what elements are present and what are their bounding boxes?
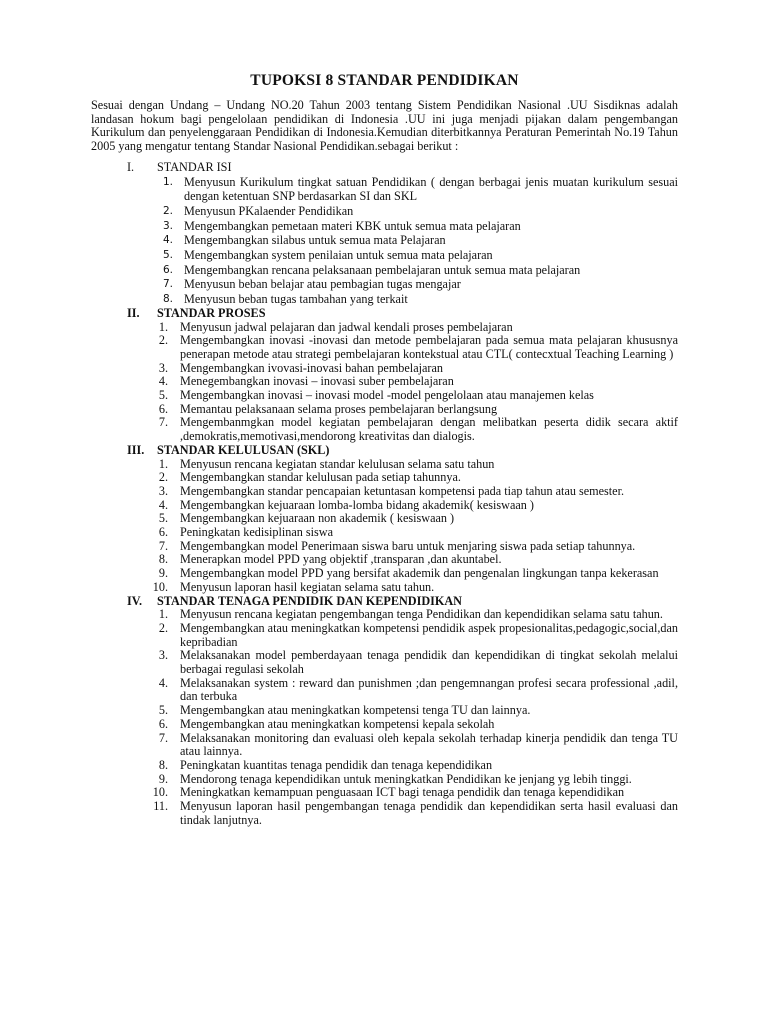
list-item-text: Menyusun rencana kegiatan pengembangan tenga Pendidikan dan kependidikan selama satu tahun. [180, 607, 663, 622]
list-item [91, 233, 678, 248]
list-item-text: Mengembangkan rencana pelaksanaan pembelajaran untuk semua mata pelajaran [184, 262, 581, 277]
list-item [91, 540, 678, 554]
document-title: TUPOKSI 8 STANDAR PENDIDIKAN [250, 72, 519, 89]
intro-paragraph: Sesuai dengan Undang – Undang NO.20 Tahun 2003 tentang Sistem Pendidikan Nasional .UU Sisdiknas adalah landasan hokum bagi pengelolaan pendidikan di Indonesia .UU ini juga menjadi pijakan dalam pengembangan Kurikulum dan penyelenggaraan Pendidikan di Indonesia.Kemudian diterbitkannya Peraturan Pemerintah No.19 Tahun 2005 yang mengatur tentang Standar Nasional Pendidikan.sebagai berikut : [91, 98, 678, 154]
list-item-number: 8. [158, 757, 168, 772]
section-1 [91, 161, 678, 307]
list-item-text: Melaksanakan system : reward dan punishmen ;dan pengemnangan profesi secara professional ,adil, dan terbuka [180, 675, 678, 704]
list-item [91, 277, 678, 292]
list-item-text: Mengembangkan kejuaraan lomba-lomba bidang akademik( kesiswaan ) [180, 497, 534, 512]
list-item-number: 3. [158, 648, 168, 663]
list-item-text: Mengembangkan standar pencapaian ketuntasan kompetensi pada tiap tahun atau semester. [180, 483, 625, 498]
list-item-number: 2. [158, 620, 168, 635]
list-item-number: 5. [158, 703, 168, 718]
list-item [91, 567, 678, 581]
list-item [91, 204, 678, 219]
list-item [91, 499, 678, 513]
list-item-text: Melaksanakan monitoring dan evaluasi oleh kepala sekolah terhadap kinerja pendidik dan tenga TU atau lainnya. [180, 730, 678, 759]
list-item-text: Mengembangkan model Penerimaan siswa baru untuk menjaring siswa pada setiap tahunnya. [180, 538, 636, 553]
list-item [91, 375, 678, 389]
list-item [91, 334, 678, 361]
list-item-number: 6. [158, 716, 168, 731]
list-item-text: Mengembanmgkan model kegiatan pembelajaran dengan melibatkan peserta didik secara aktif ,demokratis,memotivasi,mendorong kreativitas dan dialogis. [180, 415, 678, 444]
list-item-text: Mengembangkan atau meningkatkan kompetensi pendidik aspek propesionalitas,pedagogic,social,dan kepribadian [180, 620, 678, 649]
list-item [91, 219, 678, 234]
list-item-number: 5. [158, 511, 168, 526]
section-item-list [91, 321, 678, 444]
list-item-number: 4. [158, 497, 168, 512]
list-item-text: Menerapkan model PPD yang objektif ,transparan ,dan akuntabel. [180, 552, 502, 567]
section-title: STANDAR TENAGA PENDIDIK DAN KEPENDIDIKAN [157, 593, 462, 608]
list-item [91, 471, 678, 485]
list-item-number: 3. [158, 360, 168, 375]
list-item [91, 786, 678, 800]
list-item-number: 6. [162, 263, 173, 276]
list-item-text: Mengembangkan pemetaan materi KBK untuk semua mata pelajaran [184, 218, 521, 233]
list-item [91, 704, 678, 718]
list-item [91, 553, 678, 567]
list-item-text: Menyusun PKalaender Pendidikan [184, 203, 354, 218]
list-item [91, 458, 678, 472]
section-number: I. [127, 159, 135, 174]
list-item-text: Memantau pelaksanaan selama proses pembelajaran berlangsung [180, 401, 498, 416]
section-title: STANDAR ISI [157, 159, 232, 174]
list-item [91, 677, 678, 704]
section-3 [91, 444, 678, 595]
list-item [91, 263, 678, 278]
list-item-number: 6. [158, 525, 168, 540]
section-item-list [91, 608, 678, 827]
list-item [91, 512, 678, 526]
list-item-text: Peningkatan kuantitas tenaga pendidik dan tenaga kependidikan [180, 757, 493, 772]
list-item-text: Mengembangkan inovasi – inovasi model -model pengelolaan atau manajemen kelas [180, 388, 594, 403]
section-2 [91, 307, 678, 444]
list-item-number: 2. [158, 333, 168, 348]
list-item [91, 362, 678, 376]
list-item-text: Mengembangkan system penilaian untuk semua mata pelajaran [184, 248, 493, 263]
list-item-number: 1. [162, 175, 173, 188]
list-item-number: 7. [158, 538, 168, 553]
list-item-text: Menyusun jadwal pelajaran dan jadwal kendali proses pembelajaran [180, 319, 513, 334]
section-number: III. [127, 442, 145, 457]
list-item-number: 3. [158, 483, 168, 498]
list-item-text: Menegembangkan inovasi – inovasi suber pembelajaran [180, 374, 454, 389]
list-item [91, 773, 678, 787]
section-title: STANDAR KELULUSAN (SKL) [157, 442, 330, 457]
list-item-number: 1. [158, 607, 168, 622]
document-page [91, 72, 678, 828]
list-item-text: Mengembangkan inovasi -inovasi dan metode pembelajaran pada semua mata pelajaran khususnya penerapan metode atau strategi pembelajaran kontekstual atau CTL( contecxtual Teaching Learning ) [180, 333, 678, 361]
list-item-text: Meningkatkan kemampuan penguasaan ICT bagi tenaga pendidik dan tenaga kependidikan [180, 785, 625, 800]
list-item [91, 403, 678, 417]
section-heading [91, 595, 678, 609]
list-item-number: 10. [152, 785, 168, 800]
list-item-text: Mengembangkan kejuaraan non akademik ( kesiswaan ) [180, 511, 455, 526]
list-item [91, 321, 678, 335]
list-item-number: 7. [158, 730, 168, 745]
list-item-number: 5. [158, 388, 168, 403]
list-item [91, 800, 678, 827]
list-item-text: Menyusun laporan hasil pengembangan tenaga pendidik dan kependidikan serta hasil evaluasi dan tindak lanjutnya. [180, 799, 678, 827]
list-item [91, 649, 678, 676]
list-item [91, 608, 678, 622]
list-item-number: 1. [158, 456, 168, 471]
list-item-number: 2. [162, 204, 173, 217]
list-item-text: Menyusun rencana kegiatan standar kelulusan selama satu tahun [180, 456, 495, 471]
list-item [91, 175, 678, 204]
list-item-number: 6. [158, 401, 168, 416]
list-item [91, 526, 678, 540]
list-item [91, 581, 678, 595]
list-item-number: 8. [158, 552, 168, 567]
list-item [91, 718, 678, 732]
list-item-text: Melaksanakan model pemberdayaan tenaga pendidik dan kependidikan di tingkat sekolah melalui berbagai regulasi sekolah [180, 648, 678, 677]
list-item-text: Mengembangkan standar kelulusan pada setiap tahunnya. [180, 470, 461, 485]
list-item-text: Mengembangkan model PPD yang bersifat akademik dan pengenalan lingkungan tanpa kekerasan [180, 566, 659, 581]
section-4 [91, 595, 678, 828]
list-item-text: Menyusun beban tugas tambahan yang terkait [184, 292, 408, 307]
list-item-number: 4. [162, 234, 173, 247]
list-item [91, 416, 678, 443]
list-item-number: 9. [158, 771, 168, 786]
list-item [91, 759, 678, 773]
list-item-number: 2. [158, 470, 168, 485]
list-item-number: 4. [158, 675, 168, 690]
list-item-number: 7. [158, 415, 168, 430]
section-title: STANDAR PROSES [157, 305, 266, 320]
section-number: II. [127, 305, 140, 320]
section-item-list [91, 175, 678, 307]
section-heading [91, 161, 678, 175]
section-heading [91, 307, 678, 321]
list-item-number: 8. [162, 293, 173, 306]
list-item-text: Peningkatan kedisiplinan siswa [180, 525, 333, 540]
sections-container [91, 161, 678, 828]
list-item-number: 1. [158, 319, 168, 334]
list-item-number: 11. [153, 799, 168, 814]
list-item-number: 4. [158, 374, 168, 389]
list-item [91, 622, 678, 649]
section-number: IV. [127, 593, 143, 608]
list-item-text: Mengembangkan atau meningkatkan kompetensi kepala sekolah [180, 716, 495, 731]
list-item-text: Mengembangkan atau meningkatkan kompetensi tenga TU dan lainnya. [180, 703, 531, 718]
list-item-number: 7. [162, 278, 173, 291]
list-item [91, 248, 678, 263]
list-item-text: Menyusun beban belajar atau pembagian tugas mengajar [184, 277, 461, 292]
list-item-text: Mengembangkan silabus untuk semua mata Pelajaran [184, 233, 446, 248]
section-item-list [91, 458, 678, 595]
list-item-number: 5. [162, 249, 173, 262]
list-item-number: 3. [162, 219, 173, 232]
list-item-number: 10. [152, 579, 168, 594]
list-item-text: Mengembangkan ivovasi-inovasi bahan pembelajaran [180, 360, 443, 375]
list-item [91, 292, 678, 307]
list-item-text: Mendorong tenaga kependidikan untuk meningkatkan Pendidikan ke jenjang yg lebih tinggi. [180, 771, 632, 786]
list-item [91, 389, 678, 403]
section-heading [91, 444, 678, 458]
list-item [91, 485, 678, 499]
list-item-number: 9. [158, 566, 168, 581]
list-item [91, 732, 678, 759]
list-item-text: Menyusun laporan hasil kegiatan selama satu tahun. [180, 579, 435, 594]
list-item-text: Menyusun Kurikulum tingkat satuan Pendidikan ( dengan berbagai jenis muatan kurikulum sesuai dengan ketentuan SNP berdasarkan SI dan SKL [184, 174, 678, 204]
